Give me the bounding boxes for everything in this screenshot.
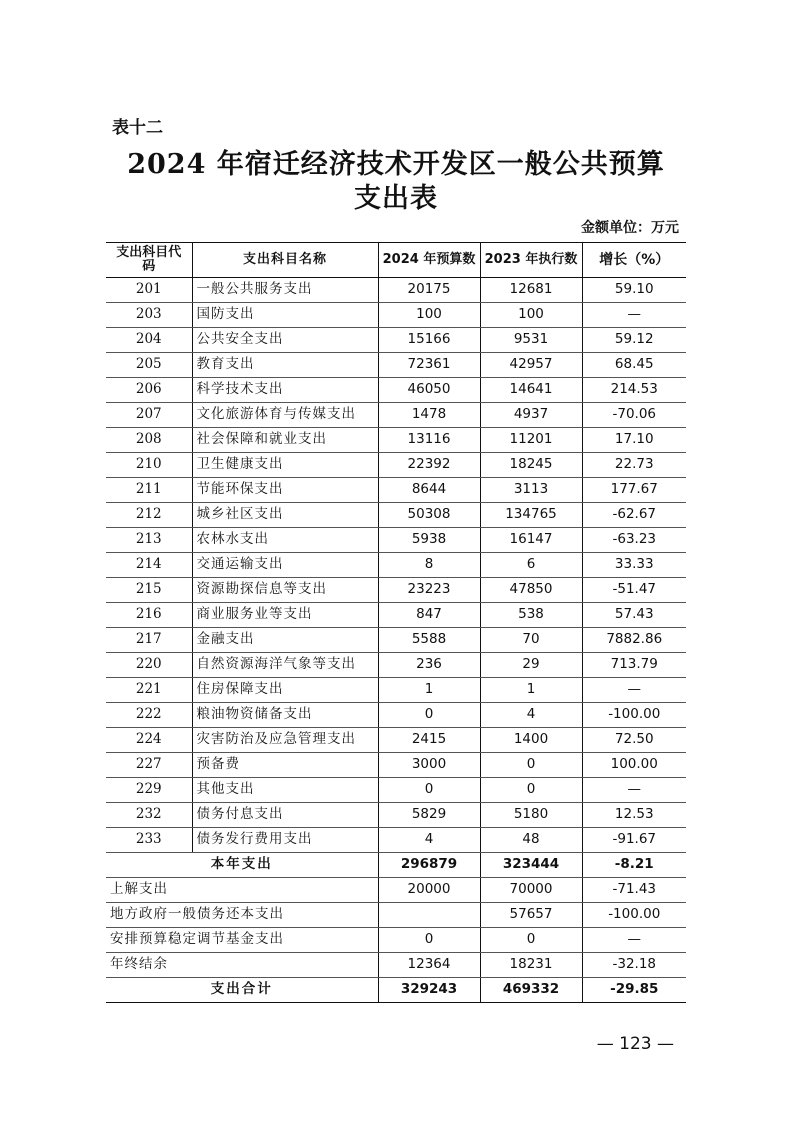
row-growth: —: [582, 778, 686, 803]
grand-total-row: [106, 978, 686, 1003]
row-exec-2023: 134765: [480, 503, 582, 528]
table-label: 表十二: [112, 118, 163, 138]
row-exec-2023: 29: [480, 653, 582, 678]
table-row: [106, 303, 686, 328]
table-row: [106, 403, 686, 428]
budget-table: [106, 242, 686, 1003]
row-exec-2023: 70: [480, 628, 582, 653]
row-name: 灾害防治及应急管理支出: [192, 728, 378, 753]
row-growth: -63.23: [582, 528, 686, 553]
row-exec-2023: 100: [480, 303, 582, 328]
table-row: [106, 603, 686, 628]
row-name: 社会保障和就业支出: [192, 428, 378, 453]
row-exec-2023: 47850: [480, 578, 582, 603]
table-row: [106, 953, 686, 978]
row-growth: 22.73: [582, 453, 686, 478]
row-code: 215: [106, 578, 192, 603]
row-code: 224: [106, 728, 192, 753]
year-total-exec-2023: 323444: [480, 853, 582, 878]
row-code: 212: [106, 503, 192, 528]
row-code: 211: [106, 478, 192, 503]
table-row: [106, 503, 686, 528]
row-name: 预备费: [192, 753, 378, 778]
row-growth: 59.10: [582, 278, 686, 303]
row-code: 207: [106, 403, 192, 428]
row-budget-2024: [378, 903, 480, 928]
table-row: [106, 778, 686, 803]
row-budget-2024: 13116: [378, 428, 480, 453]
row-growth: -100.00: [582, 703, 686, 728]
row-name: 科学技术支出: [192, 378, 378, 403]
header-code: 支出科目代码: [106, 243, 192, 278]
row-code: 206: [106, 378, 192, 403]
row-budget-2024: 0: [378, 703, 480, 728]
page-title-line2: 支出表: [354, 183, 438, 214]
row-growth: -62.67: [582, 503, 686, 528]
row-name: 粮油物资储备支出: [192, 703, 378, 728]
table-row: [106, 378, 686, 403]
row-budget-2024: 847: [378, 603, 480, 628]
table-row: [106, 828, 686, 853]
row-growth: 12.53: [582, 803, 686, 828]
extra-body: [106, 878, 686, 978]
header-name: 支出科目名称: [192, 243, 378, 278]
table-row: [106, 578, 686, 603]
row-budget-2024: 46050: [378, 378, 480, 403]
row-exec-2023: 5180: [480, 803, 582, 828]
table-row: [106, 753, 686, 778]
row-growth: —: [582, 928, 686, 953]
row-name: 债务发行费用支出: [192, 828, 378, 853]
row-growth: —: [582, 303, 686, 328]
grand-total-exec-2023: 469332: [480, 978, 582, 1003]
row-code: 201: [106, 278, 192, 303]
row-code: 220: [106, 653, 192, 678]
row-budget-2024: 5829: [378, 803, 480, 828]
table-row: [106, 703, 686, 728]
row-budget-2024: 8: [378, 553, 480, 578]
row-exec-2023: 4937: [480, 403, 582, 428]
row-budget-2024: 22392: [378, 453, 480, 478]
row-growth: 7882.86: [582, 628, 686, 653]
row-exec-2023: 42957: [480, 353, 582, 378]
row-code: 208: [106, 428, 192, 453]
table-header: [106, 243, 686, 278]
row-name: 上解支出: [106, 878, 378, 903]
row-exec-2023: 6: [480, 553, 582, 578]
row-budget-2024: 0: [378, 778, 480, 803]
row-growth: -70.06: [582, 403, 686, 428]
row-growth: 33.33: [582, 553, 686, 578]
row-growth: -71.43: [582, 878, 686, 903]
row-growth: 68.45: [582, 353, 686, 378]
row-budget-2024: 2415: [378, 728, 480, 753]
table-body: [106, 278, 686, 853]
row-name: 国防支出: [192, 303, 378, 328]
row-name: 卫生健康支出: [192, 453, 378, 478]
row-growth: 177.67: [582, 478, 686, 503]
table-row: [106, 728, 686, 753]
row-budget-2024: 72361: [378, 353, 480, 378]
row-budget-2024: 8644: [378, 478, 480, 503]
row-name: 其他支出: [192, 778, 378, 803]
row-growth: -32.18: [582, 953, 686, 978]
page-number: — 123 —: [596, 1034, 674, 1054]
row-name: 农林水支出: [192, 528, 378, 553]
row-exec-2023: 57657: [480, 903, 582, 928]
row-name: 金融支出: [192, 628, 378, 653]
header-budget-2024: 2024 年预算数: [378, 243, 480, 278]
row-exec-2023: 11201: [480, 428, 582, 453]
table-row: [106, 478, 686, 503]
row-name: 商业服务业等支出: [192, 603, 378, 628]
row-growth: 59.12: [582, 328, 686, 353]
row-exec-2023: 1: [480, 678, 582, 703]
row-code: 204: [106, 328, 192, 353]
row-exec-2023: 18245: [480, 453, 582, 478]
row-code: 233: [106, 828, 192, 853]
table-row: [106, 653, 686, 678]
row-growth: -100.00: [582, 903, 686, 928]
table-row: [106, 428, 686, 453]
row-budget-2024: 236: [378, 653, 480, 678]
row-exec-2023: 9531: [480, 328, 582, 353]
row-name: 文化旅游体育与传媒支出: [192, 403, 378, 428]
row-code: 213: [106, 528, 192, 553]
row-growth: —: [582, 678, 686, 703]
row-budget-2024: 50308: [378, 503, 480, 528]
table-row: [106, 803, 686, 828]
table-row: [106, 628, 686, 653]
row-exec-2023: 3113: [480, 478, 582, 503]
row-budget-2024: 5938: [378, 528, 480, 553]
row-exec-2023: 4: [480, 703, 582, 728]
table-row: [106, 353, 686, 378]
year-total-label: 本年支出: [106, 853, 378, 878]
row-exec-2023: 16147: [480, 528, 582, 553]
row-exec-2023: 14641: [480, 378, 582, 403]
row-exec-2023: 1400: [480, 728, 582, 753]
row-name: 资源勘探信息等支出: [192, 578, 378, 603]
year-total-budget-2024: 296879: [378, 853, 480, 878]
row-name: 自然资源海洋气象等支出: [192, 653, 378, 678]
row-budget-2024: 12364: [378, 953, 480, 978]
row-code: 214: [106, 553, 192, 578]
row-exec-2023: 0: [480, 928, 582, 953]
row-exec-2023: 538: [480, 603, 582, 628]
row-exec-2023: 18231: [480, 953, 582, 978]
row-growth: 57.43: [582, 603, 686, 628]
row-name: 安排预算稳定调节基金支出: [106, 928, 378, 953]
row-budget-2024: 20000: [378, 878, 480, 903]
row-exec-2023: 70000: [480, 878, 582, 903]
grand-total-label: 支出合计: [106, 978, 378, 1003]
row-budget-2024: 20175: [378, 278, 480, 303]
row-growth: 72.50: [582, 728, 686, 753]
grand-total-body: [106, 978, 686, 1003]
table-row: [106, 903, 686, 928]
row-code: 205: [106, 353, 192, 378]
row-code: 232: [106, 803, 192, 828]
table-row: [106, 678, 686, 703]
row-budget-2024: 1: [378, 678, 480, 703]
year-total-row: [106, 853, 686, 878]
row-code: 229: [106, 778, 192, 803]
row-growth: 100.00: [582, 753, 686, 778]
summary-body: [106, 853, 686, 878]
page-title: 2024 年宿迁经济技术开发区一般公共预算: [127, 149, 665, 180]
row-name: 交通运输支出: [192, 553, 378, 578]
table-row: [106, 553, 686, 578]
grand-total-growth: -29.85: [582, 978, 686, 1003]
row-growth: -91.67: [582, 828, 686, 853]
row-budget-2024: 3000: [378, 753, 480, 778]
unit-label: 金额单位：万元: [581, 220, 679, 236]
table-row: [106, 453, 686, 478]
row-budget-2024: 5588: [378, 628, 480, 653]
row-growth: -51.47: [582, 578, 686, 603]
row-budget-2024: 0: [378, 928, 480, 953]
row-name: 节能环保支出: [192, 478, 378, 503]
row-code: 216: [106, 603, 192, 628]
row-name: 公共安全支出: [192, 328, 378, 353]
row-name: 住房保障支出: [192, 678, 378, 703]
row-name: 债务付息支出: [192, 803, 378, 828]
row-name: 城乡社区支出: [192, 503, 378, 528]
row-budget-2024: 1478: [378, 403, 480, 428]
grand-total-budget-2024: 329243: [378, 978, 480, 1003]
row-name: 年终结余: [106, 953, 378, 978]
row-exec-2023: 48: [480, 828, 582, 853]
row-budget-2024: 100: [378, 303, 480, 328]
row-code: 227: [106, 753, 192, 778]
table-row: [106, 328, 686, 353]
row-code: 217: [106, 628, 192, 653]
year-total-growth: -8.21: [582, 853, 686, 878]
row-code: 222: [106, 703, 192, 728]
header-exec-2023: 2023 年执行数: [480, 243, 582, 278]
row-code: 221: [106, 678, 192, 703]
row-code: 210: [106, 453, 192, 478]
row-budget-2024: 4: [378, 828, 480, 853]
row-growth: 713.79: [582, 653, 686, 678]
row-exec-2023: 0: [480, 778, 582, 803]
row-growth: 214.53: [582, 378, 686, 403]
row-name: 地方政府一般债务还本支出: [106, 903, 378, 928]
table-row: [106, 878, 686, 903]
table-row: [106, 278, 686, 303]
row-growth: 17.10: [582, 428, 686, 453]
row-budget-2024: 23223: [378, 578, 480, 603]
row-name: 一般公共服务支出: [192, 278, 378, 303]
table-row: [106, 928, 686, 953]
row-name: 教育支出: [192, 353, 378, 378]
row-exec-2023: 12681: [480, 278, 582, 303]
row-code: 203: [106, 303, 192, 328]
header-growth: 增长（%）: [582, 243, 686, 278]
table-row: [106, 528, 686, 553]
row-budget-2024: 15166: [378, 328, 480, 353]
row-exec-2023: 0: [480, 753, 582, 778]
